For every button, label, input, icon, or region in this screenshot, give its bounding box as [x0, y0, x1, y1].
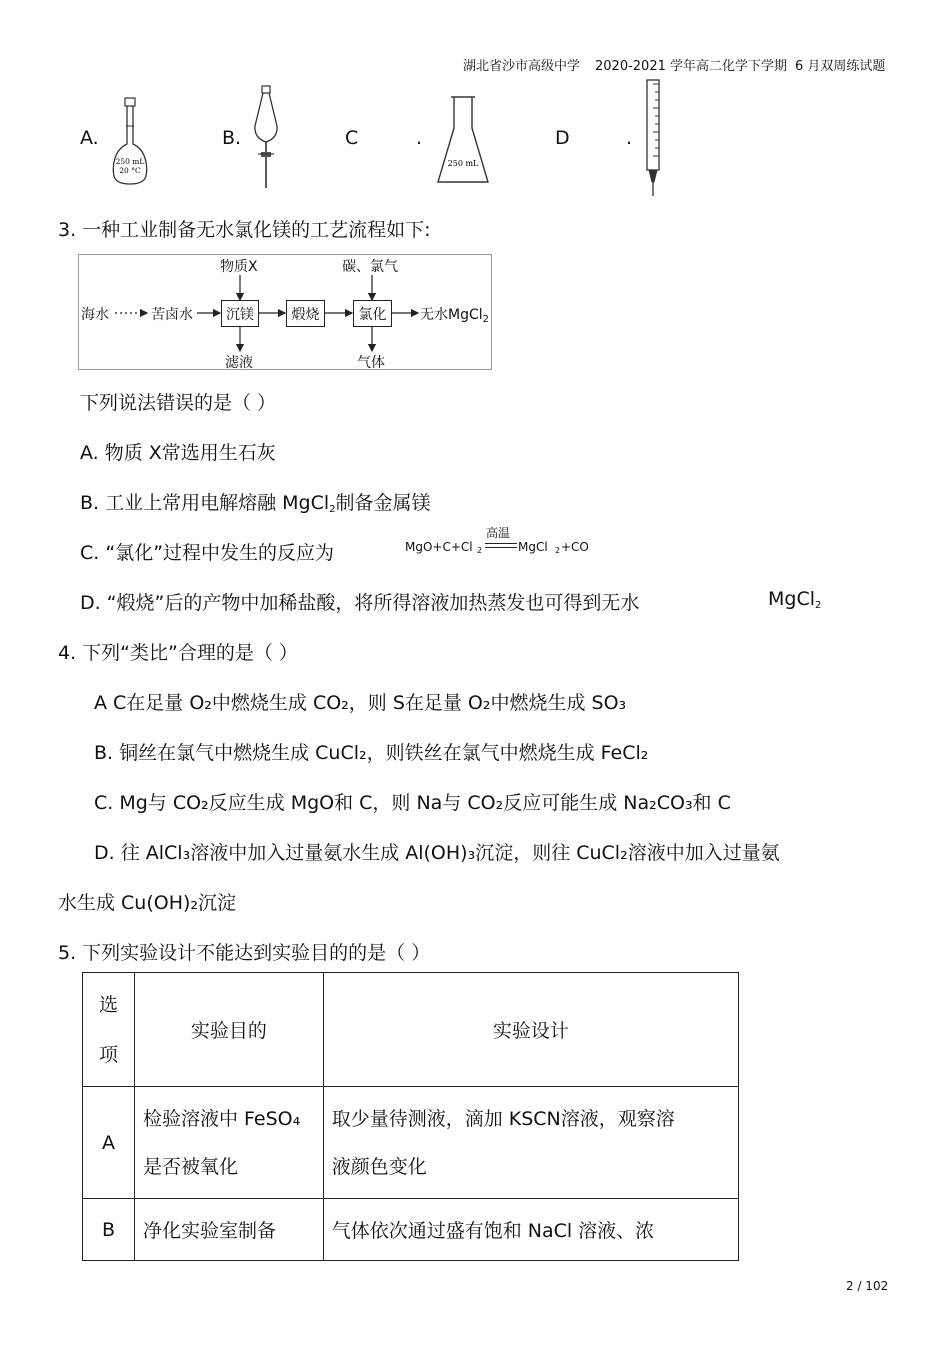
- flow-output-filtrate: 滤液: [225, 355, 253, 371]
- table-row: [83, 1087, 739, 1199]
- equation-line-top: [485, 543, 517, 544]
- flask-c-volume: 250 mL: [447, 159, 479, 168]
- page-number: 2 / 102: [846, 1279, 889, 1293]
- q3-option-b-sub: 2: [329, 504, 336, 515]
- q4-option-d-line2: 水生成 Cu(OH)₂沉淀: [58, 892, 237, 914]
- q5-table: [82, 972, 739, 1261]
- q3-option-d-sub: 2: [815, 600, 822, 611]
- flow-input-x: 物质X: [220, 259, 258, 275]
- row-a-design-line2: 液颜色变化: [331, 1155, 427, 1178]
- header-exam: 6 月双周练试题: [795, 59, 886, 74]
- q5-stem: 5. 下列实验设计不能达到实验目的的是（ ）: [58, 942, 431, 964]
- conical-flask-icon: [434, 94, 492, 188]
- header-option-line1: 选: [98, 993, 118, 1016]
- table-row: [83, 1199, 739, 1261]
- header-purpose: 实验目的: [134, 973, 323, 1087]
- equation-right: MgCl: [518, 540, 548, 554]
- separatory-funnel-icon: [250, 84, 282, 192]
- flow-seawater: 海水: [81, 307, 109, 323]
- flow-box-calcine: 煅烧: [286, 300, 325, 327]
- flow-box-chlorinate: 氯化: [353, 300, 392, 327]
- header-option-line2: 项: [98, 1043, 118, 1066]
- equation-right-sub: 2: [555, 546, 561, 555]
- flow-box-precipitate: 沉镁: [221, 300, 259, 327]
- header-design: 实验设计: [323, 973, 738, 1087]
- flask-a-volume: 250 mL: [115, 157, 145, 166]
- volumetric-flask-icon: [108, 96, 152, 188]
- equation-left: MgO+C+Cl: [405, 540, 473, 554]
- flow-product-text: 无水MgCl: [420, 307, 483, 323]
- q2-option-b-label: B.: [222, 127, 242, 149]
- header-option: [83, 973, 135, 1087]
- q2-option-d-label: D: [555, 127, 570, 149]
- flow-output-gas: 气体: [357, 355, 385, 371]
- q3-option-b-post: 制备金属镁: [335, 492, 431, 514]
- q4-option-d-line1: D. 往 AlCl₃溶液中加入过量氨水生成 Al(OH)₃沉淀，则往 CuCl₂溶液中加入过量氨: [94, 842, 780, 864]
- row-a-purpose: [134, 1087, 323, 1199]
- q3-option-d-chem: [768, 588, 821, 611]
- q3-stem: 3. 一种工业制备无水氯化镁的工艺流程如下:: [58, 219, 431, 241]
- equation-left-sub: 2: [477, 546, 483, 555]
- row-b-option: B: [83, 1199, 135, 1261]
- q3-prompt: 下列说法错误的是（ ）: [80, 392, 277, 414]
- q3-option-a: A. 物质 X常选用生石灰: [80, 442, 276, 464]
- row-b-design: 气体依次通过盛有饱和 NaCl 溶液、浓: [323, 1199, 738, 1261]
- header-school: 湖北省沙市高级中学: [463, 59, 581, 74]
- q4-option-b: B. 铜丝在氯气中燃烧生成 CuCl₂，则铁丝在氯气中燃烧生成 FeCl₂: [94, 742, 649, 764]
- flow-product-subscript: 2: [482, 314, 490, 325]
- q2-option-c-label: C: [345, 127, 359, 149]
- table-header-row: [83, 973, 739, 1087]
- q3-option-c: C. “氯化”过程中发生的反应为: [80, 542, 335, 564]
- header-term: 2020-2021 学年高二化学下学期: [595, 59, 787, 74]
- flow-brine: 苦卤水: [151, 307, 193, 323]
- row-a-purpose-line1: 检验溶液中 FeSO₄: [142, 1107, 301, 1130]
- row-a-design: [323, 1087, 738, 1199]
- row-a-option: A: [83, 1087, 135, 1199]
- q2-option-d-dot: .: [626, 127, 633, 149]
- flask-a-temp: 20 °C: [119, 166, 141, 175]
- q3-option-d: D. “煅烧”后的产物中加稀盐酸，将所得溶液加热蒸发也可得到无水: [80, 592, 640, 614]
- row-a-design-line1: 取少量待测液，滴加 KSCN溶液，观察溶: [331, 1107, 675, 1130]
- q3-option-b: [80, 488, 431, 515]
- process-flow-diagram: [78, 254, 492, 370]
- q2-option-c-dot: .: [416, 127, 423, 149]
- flow-product: [420, 304, 489, 325]
- q4-stem: 4. 下列“类比”合理的是（ ）: [58, 642, 298, 664]
- row-b-purpose: 净化实验室制备: [134, 1199, 323, 1261]
- flow-input-carbon-chlorine: 碳、氯气: [342, 259, 398, 275]
- burette-icon: [640, 78, 666, 200]
- q2-option-a-label: A.: [80, 127, 99, 149]
- row-a-purpose-line2: 是否被氧化: [142, 1155, 238, 1178]
- equation-end: +CO: [561, 540, 589, 554]
- q4-option-c: C. Mg与 CO₂反应生成 MgO和 C，则 Na与 CO₂反应可能生成 Na₂CO₃和 C: [94, 792, 731, 814]
- q4-option-a: A C在足量 O₂中燃烧生成 CO₂，则 S在足量 O₂中燃烧生成 SO₃: [94, 692, 627, 714]
- equation-line-bottom: [485, 547, 517, 548]
- q3-option-d-chem-text: MgCl: [768, 588, 815, 610]
- equation-condition: 高温: [486, 526, 511, 540]
- q3-option-b-pre: B. 工业上常用电解熔融 MgCl: [80, 492, 330, 514]
